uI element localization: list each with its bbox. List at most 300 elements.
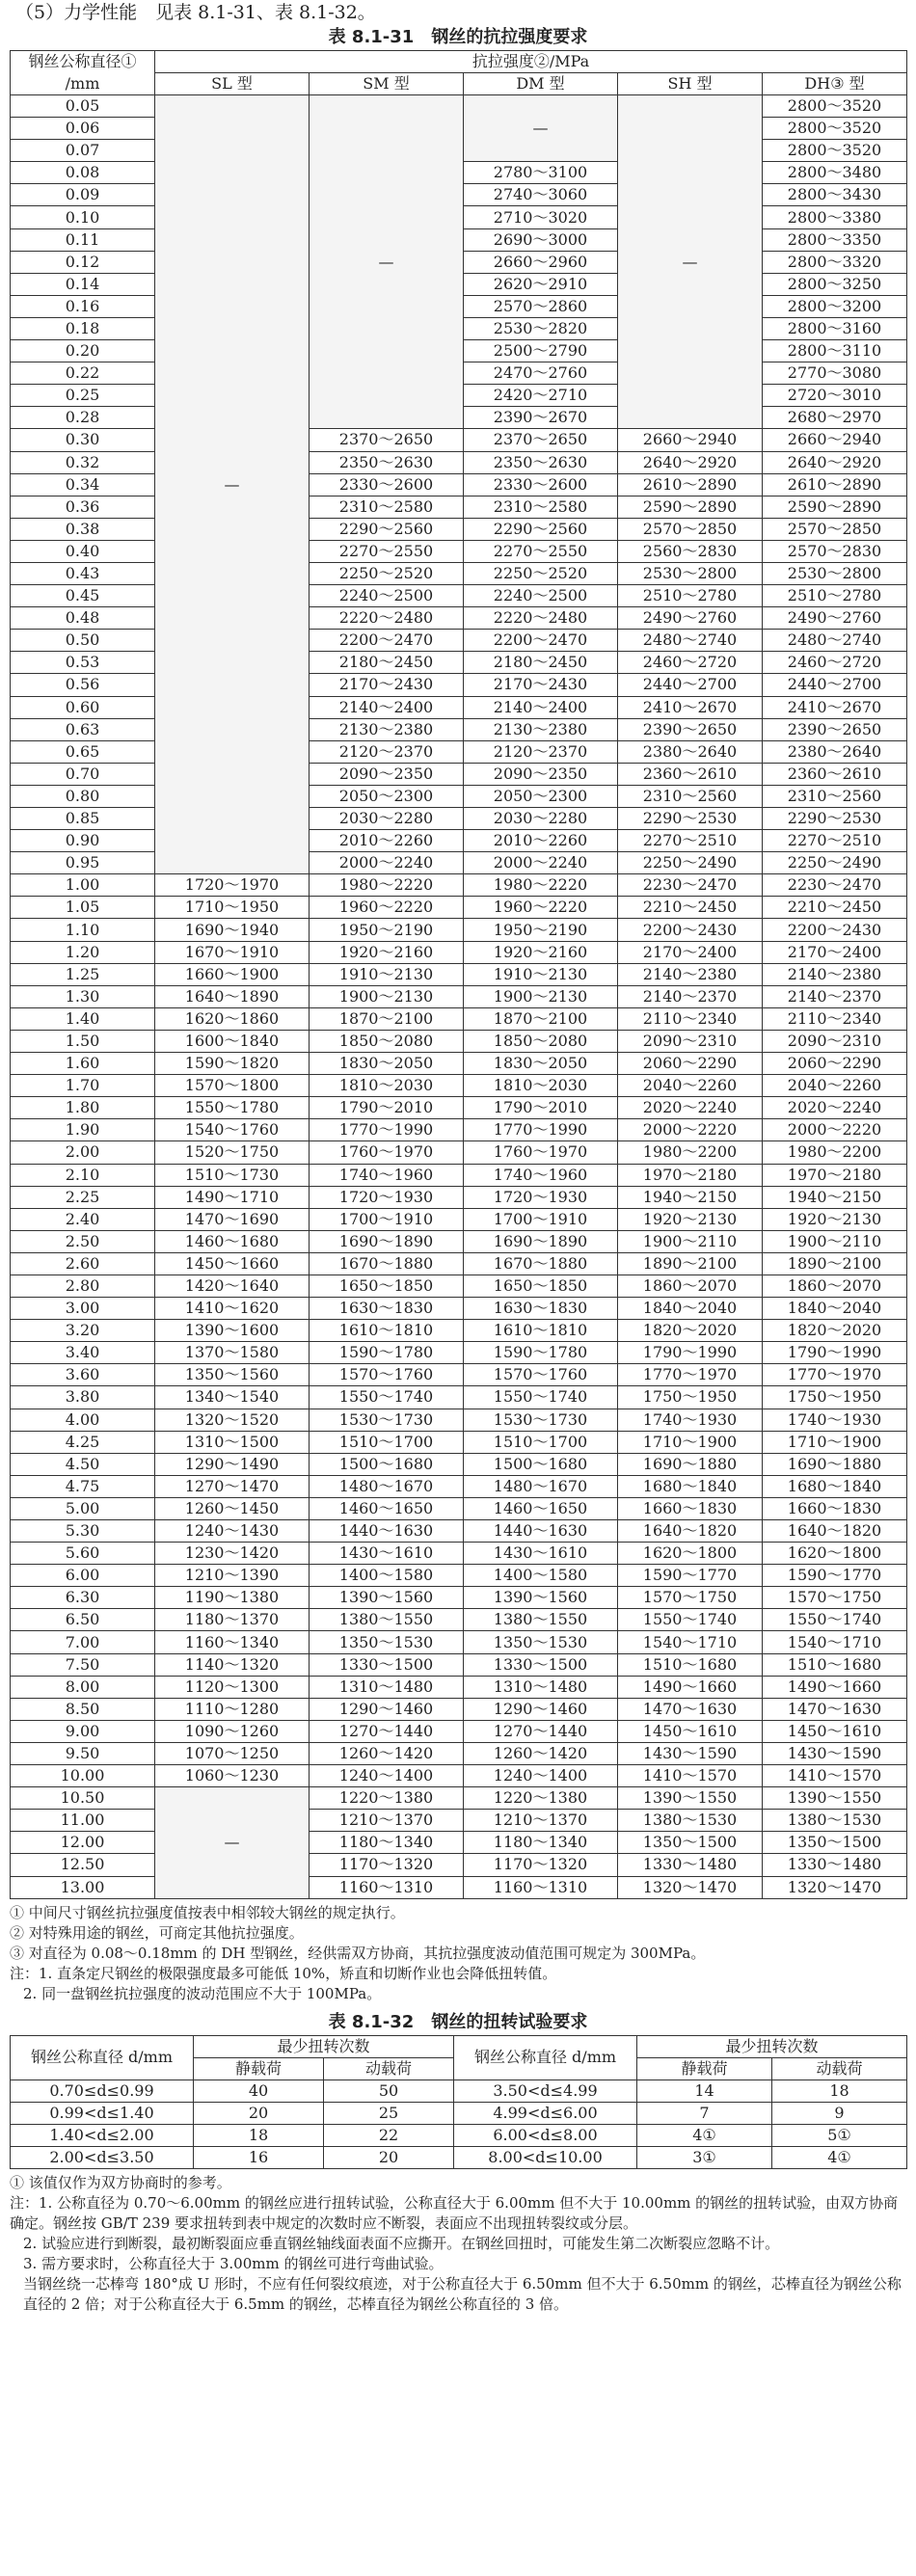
sm-cell: 2370～2650	[310, 429, 464, 451]
dh-cell: 2290～2530	[763, 808, 907, 830]
t2-static-header: 静载荷	[637, 2057, 772, 2080]
sh-cell: 1410～1570	[618, 1765, 763, 1787]
table-row	[11, 1810, 907, 1832]
sm-cell: 1160～1310	[310, 1876, 464, 1898]
dm-cell: 2660～2960	[464, 251, 618, 273]
sm-cell: 1950～2190	[310, 919, 464, 941]
sh-cell: 2410～2670	[618, 696, 763, 718]
sm-cell: 1170～1320	[310, 1854, 464, 1876]
table-row	[11, 1497, 907, 1519]
table-row	[11, 1475, 907, 1497]
dm-cell: 2000～2240	[464, 852, 618, 874]
diameter-cell: 0.32	[11, 451, 155, 473]
table-row	[11, 1854, 907, 1876]
dh-cell: 2770～3080	[763, 362, 907, 385]
footnote: ① 中间尺寸钢丝抗拉强度值按表中相邻较大钢丝的规定执行。	[10, 1903, 405, 1921]
sh-cell: 2510～2780	[618, 585, 763, 607]
dh-cell: 2170～2400	[763, 941, 907, 963]
sm-cell: 1720～1930	[310, 1186, 464, 1208]
dh-cell: 2800～3110	[763, 340, 907, 362]
sm-cell: 1590～1780	[310, 1342, 464, 1364]
sh-cell: 2480～2740	[618, 630, 763, 652]
dm-cell: 2310～2580	[464, 496, 618, 518]
sl-cell: 1490～1710	[155, 1186, 310, 1208]
sm-cell: 2290～2560	[310, 518, 464, 540]
sh-cell: 2000～2220	[618, 1119, 763, 1141]
diameter-cell: 12.50	[11, 1854, 155, 1876]
diameter-range-cell: 2.00<d≤3.50	[11, 2146, 194, 2168]
t2-dynamic-header: 动载荷	[772, 2057, 907, 2080]
dh-cell: 2090～2310	[763, 1030, 907, 1052]
sh-cell: 1540～1710	[618, 1631, 763, 1653]
dh-cell: 2460～2720	[763, 652, 907, 674]
dh-cell: 1590～1770	[763, 1565, 907, 1587]
sl-cell: 1470～1690	[155, 1208, 310, 1230]
dm-cell: 1510～1700	[464, 1431, 618, 1453]
table-row	[11, 963, 907, 985]
dm-cell: 1770～1990	[464, 1119, 618, 1141]
dh-cell: 1410～1570	[763, 1765, 907, 1787]
sm-cell: 1550～1740	[310, 1386, 464, 1409]
dynamic-count-cell: 18	[772, 2080, 907, 2102]
dh-cell: 2000～2220	[763, 1119, 907, 1141]
dm-cell: 2290～2560	[464, 518, 618, 540]
sl-cell: 1180～1370	[155, 1609, 310, 1631]
dh-cell: 1640～1820	[763, 1520, 907, 1543]
dm-cell: 1330～1500	[464, 1653, 618, 1676]
sh-cell: 1790～1990	[618, 1342, 763, 1364]
dh-cell: 2360～2610	[763, 763, 907, 785]
table-row	[11, 2102, 907, 2124]
dh-cell: 2210～2450	[763, 897, 907, 919]
dh-cell: 2390～2650	[763, 718, 907, 740]
sh-cell: 1490～1660	[618, 1676, 763, 1698]
type-header-sh: SH 型	[618, 73, 763, 95]
sh-cell: 2590～2890	[618, 496, 763, 518]
dh-cell: 2040～2260	[763, 1075, 907, 1097]
diameter-cell: 0.20	[11, 340, 155, 362]
dh-cell: 2800～3380	[763, 206, 907, 228]
sl-cell: 1070～1250	[155, 1742, 310, 1764]
sm-cell: 1510～1700	[310, 1431, 464, 1453]
dm-cell: 1870～2100	[464, 1007, 618, 1030]
table-row	[11, 2080, 907, 2102]
diameter-cell: 1.30	[11, 985, 155, 1007]
dm-cell: 1270～1440	[464, 1720, 618, 1742]
dm-cell: 1240～1400	[464, 1765, 618, 1787]
sm-cell: 2120～2370	[310, 740, 464, 763]
table-row	[11, 1141, 907, 1164]
dm-cell: 1690～1890	[464, 1230, 618, 1252]
sm-cell: 1980～2220	[310, 874, 464, 897]
sl-cell: 1090～1260	[155, 1720, 310, 1742]
diameter-cell: 3.00	[11, 1298, 155, 1320]
dm-cell: 1220～1380	[464, 1787, 618, 1810]
table-row	[11, 1186, 907, 1208]
dh-cell: 2610～2890	[763, 473, 907, 496]
dm-cell: 2350～2630	[464, 451, 618, 473]
sm-cell: 2180～2450	[310, 652, 464, 674]
sh-cell: 2170～2400	[618, 941, 763, 963]
sh-cell: 2200～2430	[618, 919, 763, 941]
diameter-cell: 0.34	[11, 473, 155, 496]
dm-cell: 1790～2010	[464, 1097, 618, 1119]
dh-cell: 1380～1530	[763, 1810, 907, 1832]
diameter-cell: 2.80	[11, 1275, 155, 1297]
dm-cell: 2330～2600	[464, 473, 618, 496]
sh-cell: 1620～1800	[618, 1543, 763, 1565]
diameter-cell: 0.10	[11, 206, 155, 228]
type-header-dm: DM 型	[464, 73, 618, 95]
dh-cell: 1900～2110	[763, 1230, 907, 1252]
sh-cell: 2490～2760	[618, 607, 763, 630]
sh-cell: 2610～2890	[618, 473, 763, 496]
dynamic-count-cell: 9	[772, 2102, 907, 2124]
table2-caption: 表 8.1-32 钢丝的扭转试验要求	[328, 2011, 588, 2032]
static-count-cell: 16	[194, 2146, 324, 2168]
sh-cell: 2090～2310	[618, 1030, 763, 1052]
sh-cell: 2310～2560	[618, 785, 763, 807]
table-row	[11, 1252, 907, 1275]
sh-cell: 1550～1740	[618, 1609, 763, 1631]
sm-cell: 1850～2080	[310, 1030, 464, 1052]
diameter-cell: 1.60	[11, 1053, 155, 1075]
dh-cell: 1940～2150	[763, 1186, 907, 1208]
diameter-range-cell: 6.00<d≤8.00	[454, 2124, 637, 2146]
sh-cell: 1940～2150	[618, 1186, 763, 1208]
table-row	[11, 1431, 907, 1453]
sh-cell: 1430～1590	[618, 1742, 763, 1764]
table-row	[11, 451, 907, 473]
sm-cell: 2250～2520	[310, 562, 464, 584]
not-specified-cell: —	[155, 95, 310, 874]
diameter-cell: 0.25	[11, 385, 155, 407]
dh-cell: 2140～2370	[763, 985, 907, 1007]
dm-cell: 1430～1610	[464, 1543, 618, 1565]
sm-cell: 2050～2300	[310, 785, 464, 807]
dm-cell: 1380～1550	[464, 1609, 618, 1631]
diameter-cell: 1.05	[11, 897, 155, 919]
dm-cell: 1740～1960	[464, 1164, 618, 1186]
table-row	[11, 985, 907, 1007]
sm-cell: 1460～1650	[310, 1497, 464, 1519]
table-row	[11, 1520, 907, 1543]
table-row	[11, 1543, 907, 1565]
type-header-sl: SL 型	[155, 73, 310, 95]
diameter-cell: 2.10	[11, 1164, 155, 1186]
sh-cell: 2110～2340	[618, 1007, 763, 1030]
diameter-range-cell: 4.99<d≤6.00	[454, 2102, 637, 2124]
dm-cell: 1650～1850	[464, 1275, 618, 1297]
dm-cell: 2420～2710	[464, 385, 618, 407]
diameter-cell: 11.00	[11, 1810, 155, 1832]
diameter-cell: 1.70	[11, 1075, 155, 1097]
table-row	[11, 1007, 907, 1030]
dh-cell: 2270～2510	[763, 830, 907, 852]
diameter-cell: 1.50	[11, 1030, 155, 1052]
table-row	[11, 1832, 907, 1854]
sh-cell: 1350～1500	[618, 1832, 763, 1854]
diameter-cell: 0.36	[11, 496, 155, 518]
sh-cell: 2530～2800	[618, 562, 763, 584]
dm-cell: 1530～1730	[464, 1409, 618, 1431]
table-row	[11, 1386, 907, 1409]
sh-cell: 1390～1550	[618, 1787, 763, 1810]
dm-cell: 1310～1480	[464, 1676, 618, 1698]
sl-cell: 1540～1760	[155, 1119, 310, 1141]
sl-cell: 1590～1820	[155, 1053, 310, 1075]
sh-cell: 2570～2850	[618, 518, 763, 540]
table-row	[11, 674, 907, 696]
dm-cell: 1570～1760	[464, 1364, 618, 1386]
diameter-cell: 4.75	[11, 1475, 155, 1497]
sh-cell: 1920～2130	[618, 1208, 763, 1230]
table-row	[11, 919, 907, 941]
sl-cell: 1420～1640	[155, 1275, 310, 1297]
not-specified-cell: —	[464, 95, 618, 162]
sl-cell: 1120～1300	[155, 1676, 310, 1698]
dh-cell: 2800～3320	[763, 251, 907, 273]
sm-cell: 1770～1990	[310, 1119, 464, 1141]
dh-cell: 2800～3520	[763, 95, 907, 118]
diameter-cell: 7.50	[11, 1653, 155, 1676]
dh-cell: 1350～1500	[763, 1832, 907, 1854]
sl-cell: 1310～1500	[155, 1431, 310, 1453]
table-row	[11, 941, 907, 963]
dh-cell: 2800～3160	[763, 317, 907, 339]
diameter-cell: 0.06	[11, 118, 155, 140]
diameter-header-label: 钢丝公称直径①	[28, 52, 137, 71]
dm-cell: 1920～2160	[464, 941, 618, 963]
diameter-cell: 12.00	[11, 1832, 155, 1854]
sl-cell: 1190～1380	[155, 1587, 310, 1609]
t2-diameter-header-right: 钢丝公称直径 d/mm	[454, 2035, 637, 2080]
static-count-cell: 14	[637, 2080, 772, 2102]
diameter-cell: 0.60	[11, 696, 155, 718]
sh-cell: 2270～2510	[618, 830, 763, 852]
sh-cell: 2210～2450	[618, 897, 763, 919]
dh-cell: 1980～2200	[763, 1141, 907, 1164]
dm-cell: 1760～1970	[464, 1141, 618, 1164]
dynamic-count-cell: 4①	[772, 2146, 907, 2168]
diameter-cell: 4.25	[11, 1431, 155, 1453]
dm-cell: 2780～3100	[464, 162, 618, 184]
t2-twist-header-right: 最少扭转次数	[637, 2035, 907, 2057]
sm-cell: 1740～1960	[310, 1164, 464, 1186]
dm-cell: 1700～1910	[464, 1208, 618, 1230]
sm-cell: 2350～2630	[310, 451, 464, 473]
static-count-cell: 40	[194, 2080, 324, 2102]
table-row	[11, 1653, 907, 1676]
note: 当钢丝绕一芯棒弯 180°成 U 形时，不应有任何裂纹痕迹，对于公称直径大于 6.50mm 但不大于 6.50mm 的钢丝，芯棒直径为钢丝公称直径的 2 倍；对于公称直径大于 6.5mm 的钢丝，芯棒直径为钢丝公称直径的 3 倍。	[23, 2274, 902, 2313]
sm-cell: 1240～1400	[310, 1765, 464, 1787]
static-count-cell: 18	[194, 2124, 324, 2146]
dh-cell: 2720～3010	[763, 385, 907, 407]
sm-cell: 1610～1810	[310, 1320, 464, 1342]
diameter-cell: 0.30	[11, 429, 155, 451]
dh-cell: 1820～2020	[763, 1320, 907, 1342]
diameter-cell: 4.00	[11, 1409, 155, 1431]
diameter-cell: 2.00	[11, 1141, 155, 1164]
dm-cell: 1160～1310	[464, 1876, 618, 1898]
diameter-cell: 0.11	[11, 228, 155, 251]
diameter-cell: 0.14	[11, 273, 155, 295]
dm-cell: 1850～2080	[464, 1030, 618, 1052]
sm-cell: 1690～1890	[310, 1230, 464, 1252]
table-row	[11, 808, 907, 830]
table-row	[11, 95, 907, 118]
diameter-cell: 1.40	[11, 1007, 155, 1030]
sm-cell: 2140～2400	[310, 696, 464, 718]
diameter-cell: 0.22	[11, 362, 155, 385]
dm-cell: 1670～1880	[464, 1252, 618, 1275]
dh-cell: 1330～1480	[763, 1854, 907, 1876]
static-count-cell: 7	[637, 2102, 772, 2124]
sm-cell: 1380～1550	[310, 1609, 464, 1631]
sl-cell: 1290～1490	[155, 1453, 310, 1475]
sm-cell: 1670～1880	[310, 1252, 464, 1275]
diameter-cell: 0.90	[11, 830, 155, 852]
diameter-cell: 0.09	[11, 184, 155, 206]
sm-cell: 2240～2500	[310, 585, 464, 607]
sm-cell: 1960～2220	[310, 897, 464, 919]
footnote: ① 该值仅作为双方协商时的参考。	[10, 2173, 231, 2191]
dh-cell: 1750～1950	[763, 1386, 907, 1409]
dh-cell: 2410～2670	[763, 696, 907, 718]
sl-cell: 1320～1520	[155, 1409, 310, 1431]
sm-cell: 1910～2130	[310, 963, 464, 985]
diameter-cell: 0.45	[11, 585, 155, 607]
dh-cell: 2200～2430	[763, 919, 907, 941]
t2-twist-header-left: 最少扭转次数	[194, 2035, 454, 2057]
dm-cell: 1210～1370	[464, 1810, 618, 1832]
diameter-cell: 0.50	[11, 630, 155, 652]
footnote: ② 对特殊用途的钢丝，可商定其他抗拉强度。	[10, 1923, 304, 1942]
footnote: ③ 对直径为 0.08～0.18mm 的 DH 型钢丝，经供需双方协商，其抗拉强度波动值范围可规定为 300MPa。	[10, 1944, 706, 1962]
sm-cell: 2000～2240	[310, 852, 464, 874]
sm-cell: 1210～1370	[310, 1810, 464, 1832]
dh-cell: 1860～2070	[763, 1275, 907, 1297]
diameter-cell: 2.50	[11, 1230, 155, 1252]
sl-cell: 1110～1280	[155, 1698, 310, 1720]
diameter-cell: 10.50	[11, 1787, 155, 1810]
dynamic-count-cell: 5①	[772, 2124, 907, 2146]
diameter-cell: 2.60	[11, 1252, 155, 1275]
diameter-cell: 2.25	[11, 1186, 155, 1208]
dm-cell: 2140～2400	[464, 696, 618, 718]
diameter-cell: 9.00	[11, 1720, 155, 1742]
sm-cell: 1810～2030	[310, 1075, 464, 1097]
sm-cell: 2270～2550	[310, 540, 464, 562]
sh-cell: 2380～2640	[618, 740, 763, 763]
sm-cell: 1530～1730	[310, 1409, 464, 1431]
dm-cell: 2530～2820	[464, 317, 618, 339]
diameter-cell: 0.18	[11, 317, 155, 339]
table-row	[11, 1720, 907, 1742]
diameter-cell: 0.05	[11, 95, 155, 118]
sh-cell: 1820～2020	[618, 1320, 763, 1342]
sm-cell: 2170～2430	[310, 674, 464, 696]
sh-cell: 1640～1820	[618, 1520, 763, 1543]
table-row	[11, 1097, 907, 1119]
static-count-cell: 4①	[637, 2124, 772, 2146]
dm-cell: 2270～2550	[464, 540, 618, 562]
sm-cell: 1270～1440	[310, 1720, 464, 1742]
dynamic-count-cell: 22	[324, 2124, 454, 2146]
diameter-cell: 0.08	[11, 162, 155, 184]
sm-cell: 2200～2470	[310, 630, 464, 652]
table-row	[11, 1609, 907, 1631]
t2-static-header: 静载荷	[194, 2057, 324, 2080]
sh-cell: 1470～1630	[618, 1698, 763, 1720]
sl-cell: 1140～1320	[155, 1653, 310, 1676]
sh-cell: 1770～1970	[618, 1364, 763, 1386]
diameter-cell: 0.12	[11, 251, 155, 273]
dh-cell: 1490～1660	[763, 1676, 907, 1698]
diameter-range-cell: 3.50<d≤4.99	[454, 2080, 637, 2102]
diameter-cell: 0.16	[11, 295, 155, 317]
sm-cell: 1900～2130	[310, 985, 464, 1007]
table-row	[11, 1676, 907, 1698]
diameter-cell: 1.00	[11, 874, 155, 897]
dm-cell: 1460～1650	[464, 1497, 618, 1519]
static-count-cell: 20	[194, 2102, 324, 2124]
dh-cell: 2800～3200	[763, 295, 907, 317]
diameter-cell: 13.00	[11, 1876, 155, 1898]
diameter-cell: 1.90	[11, 1119, 155, 1141]
type-header-sm: SM 型	[310, 73, 464, 95]
diameter-cell: 0.95	[11, 852, 155, 874]
dh-cell: 2680～2970	[763, 407, 907, 429]
dynamic-count-cell: 50	[324, 2080, 454, 2102]
sm-cell: 1440～1630	[310, 1520, 464, 1543]
sm-cell: 2030～2280	[310, 808, 464, 830]
sm-cell: 1480～1670	[310, 1475, 464, 1497]
sm-cell: 2090～2350	[310, 763, 464, 785]
document-page	[10, 0, 906, 2315]
table-row	[11, 652, 907, 674]
sh-cell: 1890～2100	[618, 1252, 763, 1275]
dm-cell: 1400～1580	[464, 1565, 618, 1587]
table-row	[11, 696, 907, 718]
dm-cell: 2690～3000	[464, 228, 618, 251]
dm-cell: 2200～2470	[464, 630, 618, 652]
type-header-dh: DH③ 型	[763, 73, 907, 95]
sm-cell: 1330～1500	[310, 1653, 464, 1676]
table-row	[11, 1119, 907, 1141]
sh-cell: 1450～1610	[618, 1720, 763, 1742]
sl-cell: 1570～1800	[155, 1075, 310, 1097]
sh-cell: 1840～2040	[618, 1298, 763, 1320]
dm-cell: 1630～1830	[464, 1298, 618, 1320]
dh-cell: 2590～2890	[763, 496, 907, 518]
sh-cell: 1510～1680	[618, 1653, 763, 1676]
dm-cell: 2740～3060	[464, 184, 618, 206]
table-row	[11, 1364, 907, 1386]
sl-cell: 1350～1560	[155, 1364, 310, 1386]
diameter-cell: 4.50	[11, 1453, 155, 1475]
sh-cell: 1970～2180	[618, 1164, 763, 1186]
sh-cell: 2040～2260	[618, 1075, 763, 1097]
table-row	[11, 1275, 907, 1297]
diameter-cell: 0.28	[11, 407, 155, 429]
sm-cell: 1390～1560	[310, 1587, 464, 1609]
sh-cell: 2250～2490	[618, 852, 763, 874]
sm-cell: 2220～2480	[310, 607, 464, 630]
sh-cell: 1590～1770	[618, 1565, 763, 1587]
table-row	[11, 2124, 907, 2146]
sl-cell: 1450～1660	[155, 1252, 310, 1275]
